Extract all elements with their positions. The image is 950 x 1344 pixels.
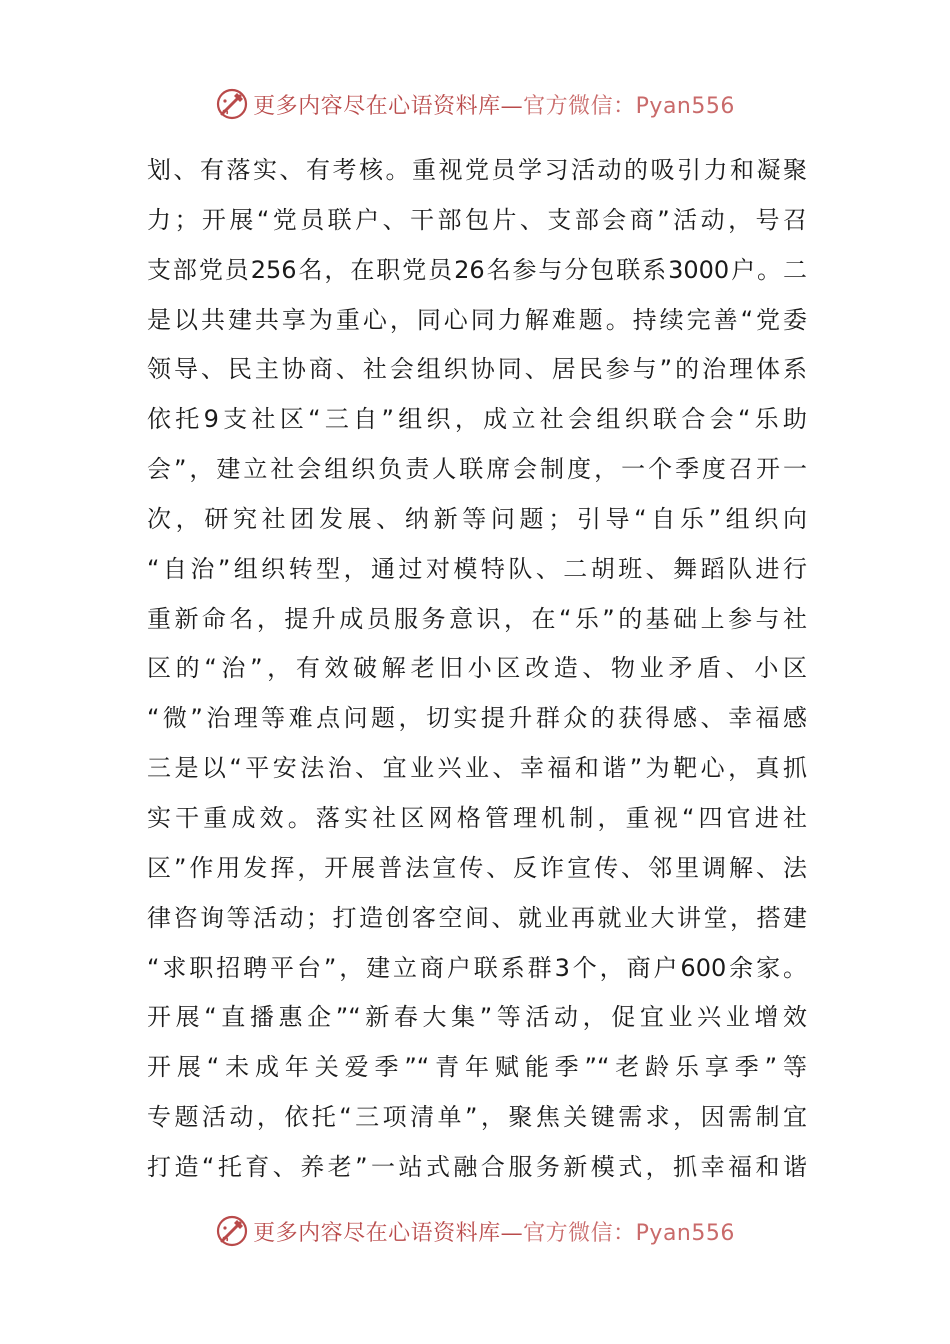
text-line: 重新命名，提升成员服务意识，在“乐”的基础上参与社	[147, 604, 807, 633]
footer-text: 更多内容尽在心语资料库—官方微信：Pyan556	[253, 1220, 735, 1246]
text-line: 实干重成效。落实社区网格管理机制，重视“四官进社	[147, 803, 807, 832]
pen-circle-logo-icon	[215, 1214, 249, 1248]
text-line: 专题活动，依托“三项清单”，聚焦关键需求，因需制宜	[147, 1103, 807, 1132]
text-line: “求职招聘平台”，建立商户联系群3个，商户600余家。	[147, 953, 807, 982]
text-line: 律咨询等活动；打造创客空间、就业再就业大讲堂，搭建	[147, 903, 807, 932]
text-line: “微”治理等难点问题，切实提升群众的获得感、幸福感	[147, 704, 807, 733]
text-line: 区”作用发挥，开展普法宣传、反诈宣传、邻里调解、法	[147, 853, 807, 882]
text-line: 力；开展“党员联户、干部包片、支部会商”活动，号召	[147, 205, 807, 234]
footer-banner	[0, 1211, 950, 1251]
pen-circle-logo-icon	[215, 87, 249, 121]
text-line: 依托9支社区“三自”组织，成立社会组织联合会“乐助	[147, 405, 807, 434]
text-line: 开展“未成年关爱季”“青年赋能季”“老龄乐享季”等	[147, 1053, 807, 1082]
header-text: 更多内容尽在心语资料库—官方微信：Pyan556	[253, 93, 735, 119]
text-line: 三是以“平安法治、宜业兴业、幸福和谐”为靶心，真抓	[147, 754, 807, 783]
header-banner	[0, 84, 950, 124]
text-line: 会”，建立社会组织负责人联席会制度，一个季度召开一	[147, 455, 807, 484]
text-line: 是以共建共享为重心，同心同力解难题。持续完善“党委	[147, 305, 807, 334]
text-line: 领导、民主协商、社会组织协同、居民参与”的治理体系	[147, 355, 807, 384]
text-line: 开展“直播惠企”“新春大集”等活动，促宜业兴业增效	[147, 1003, 807, 1032]
text-line: “自治”组织转型，通过对模特队、二胡班、舞蹈队进行	[147, 554, 807, 583]
text-line: 支部党员256名，在职党员26名参与分包联系3000户。二	[147, 255, 807, 284]
text-line: 划、有落实、有考核。重视党员学习活动的吸引力和凝聚	[147, 156, 807, 184]
document-body	[147, 146, 807, 1193]
text-line: 打造“托育、养老”一站式融合服务新模式，抓幸福和谐	[147, 1152, 807, 1181]
text-line: 区的“治”，有效破解老旧小区改造、物业矛盾、小区	[147, 654, 807, 683]
text-line: 次，研究社团发展、纳新等问题；引导“自乐”组织向	[147, 504, 807, 533]
